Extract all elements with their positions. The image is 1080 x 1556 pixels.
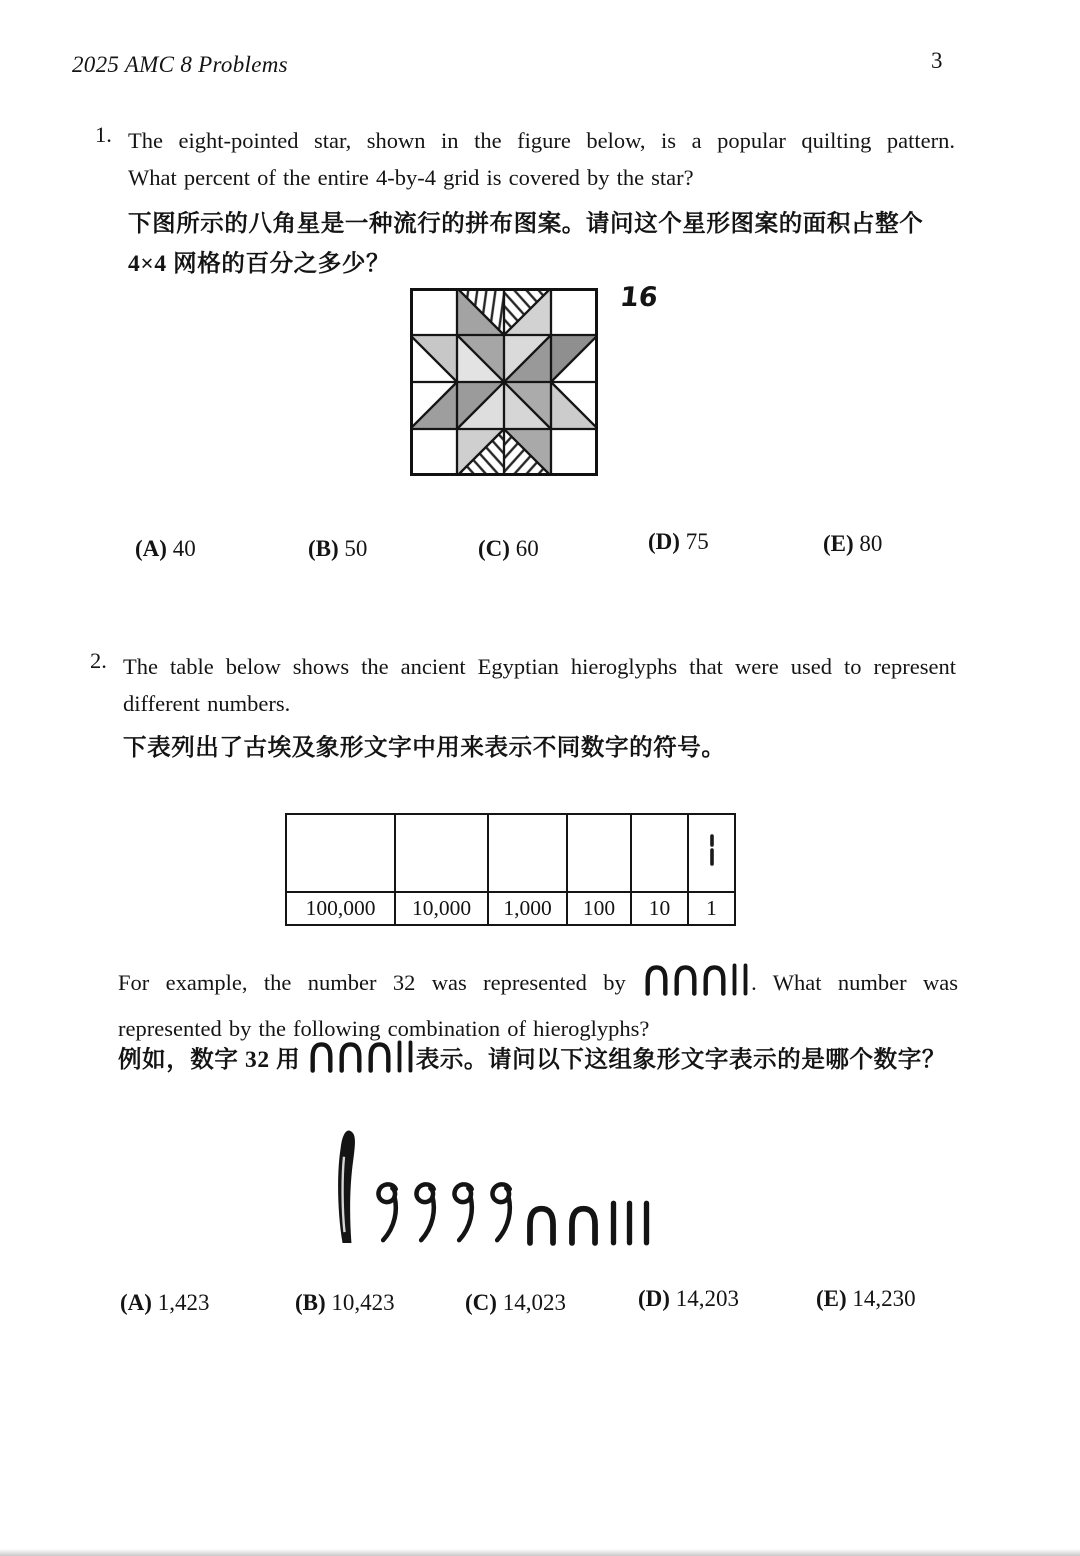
value-1: 1 bbox=[688, 892, 735, 925]
hieroglyph-100-coil-icon bbox=[484, 1179, 517, 1246]
hieroglyph-1-stroke-icon bbox=[641, 1200, 652, 1246]
choice-1e: (E) 80 bbox=[823, 531, 883, 556]
hieroglyph-100-coil-icon bbox=[408, 1179, 441, 1246]
hieroglyph-100-coil-icon bbox=[370, 1179, 403, 1246]
glyph-cell-1000 bbox=[488, 814, 567, 892]
value-100: 100 bbox=[567, 892, 631, 925]
choice-2c: (C) 14,023 bbox=[465, 1290, 566, 1315]
hieroglyph-glyph-row bbox=[286, 814, 735, 892]
choice-2b: (B) 10,423 bbox=[295, 1290, 395, 1315]
hieroglyph-1-stroke-icon bbox=[741, 963, 750, 996]
page-header-title: 2025 AMC 8 Problems bbox=[72, 52, 288, 77]
problem-2-choices bbox=[0, 1286, 1080, 1330]
value-1000: 1,000 bbox=[488, 892, 567, 925]
hieroglyph-combination-figure bbox=[326, 1126, 654, 1246]
value-10000: 10,000 bbox=[395, 892, 488, 925]
hieroglyph-1-stroke-icon bbox=[406, 1040, 415, 1073]
star-quilt-figure bbox=[410, 288, 598, 481]
page-number: 3 bbox=[931, 48, 943, 73]
problem-1 bbox=[95, 122, 955, 284]
problem-2 bbox=[90, 648, 956, 768]
hieroglyph-10000-finger-icon bbox=[329, 1127, 360, 1246]
problem-1-text-zh: 下图所示的八角星是一种流行的拼布图案。请问这个星形图案的面积占整个 4×4 网格的百分之多少？ bbox=[128, 211, 924, 277]
hieroglyph-1-stroke-icon bbox=[730, 963, 739, 996]
example-en-line2: represented by the following combination of hieroglyphs? bbox=[118, 1016, 650, 1041]
hieroglyph-1-stroke-icon bbox=[624, 1200, 635, 1246]
example-en-before: For example, the number 32 was represented by bbox=[118, 970, 626, 995]
scan-edge-shadow bbox=[0, 1549, 1080, 1556]
problem-1-text-en-line2: What percent of the entire 4-by-4 grid is covered by the star? bbox=[128, 165, 694, 190]
hieroglyph-value-row bbox=[286, 892, 735, 925]
hieroglyph-table bbox=[285, 813, 736, 926]
problem-2-number: 2. bbox=[90, 648, 107, 673]
hieroglyph-10-arch-icon bbox=[308, 1040, 335, 1073]
problem-1-text-en-line1: The eight-pointed star, shown in the figure below, is a popular quilting pattern. bbox=[128, 128, 955, 153]
problem-2-text-en-line2: different numbers. bbox=[123, 691, 291, 716]
example-paragraph-en bbox=[118, 962, 958, 1047]
hieroglyph-10-arch-icon bbox=[565, 1203, 602, 1246]
glyph-cell-10 bbox=[631, 814, 688, 892]
choice-2a: (A) 1,423 bbox=[120, 1290, 210, 1315]
choice-1d: (D) 75 bbox=[648, 529, 709, 554]
choice-1b: (B) 50 bbox=[308, 536, 368, 561]
glyph-cell-100 bbox=[567, 814, 631, 892]
value-100000: 100,000 bbox=[286, 892, 395, 925]
problem-2-text-en-line1: The table below shows the ancient Egyptian hieroglyphs that were used to represent bbox=[123, 654, 956, 679]
star-quilt-svg bbox=[410, 288, 598, 476]
problem-2-text-zh: 下表列出了古埃及象形文字中用来表示不同数字的符号。 bbox=[123, 735, 726, 761]
example-paragraph-zh bbox=[118, 1040, 978, 1086]
hieroglyph-10-arch-icon bbox=[672, 963, 699, 996]
hieroglyph-10-arch-icon bbox=[523, 1203, 560, 1246]
example-zh-after: 表示。请问以下这组象形文字表示的是哪个数字？ bbox=[415, 1047, 946, 1073]
example-zh-before: 例如，数字 32 用 bbox=[118, 1047, 301, 1073]
hieroglyph-1-stroke-icon bbox=[608, 1200, 619, 1246]
hieroglyph-10-arch-icon bbox=[337, 1040, 364, 1073]
hieroglyph-10-arch-icon bbox=[643, 963, 670, 996]
hieroglyph-10-arch-icon bbox=[366, 1040, 393, 1073]
hieroglyph-100-coil-icon bbox=[446, 1179, 479, 1246]
choice-2d: (D) 14,203 bbox=[638, 1286, 739, 1311]
glyph-cell-10000 bbox=[395, 814, 488, 892]
value-10: 10 bbox=[631, 892, 688, 925]
glyph-cell-1 bbox=[688, 814, 735, 892]
choice-1a: (A) 40 bbox=[135, 536, 196, 561]
example-hieroglyphs-32 bbox=[642, 963, 751, 1010]
hieroglyph-1-stroke-icon bbox=[395, 1040, 404, 1073]
hieroglyph-10-arch-icon bbox=[701, 963, 728, 996]
handwritten-annotation: 16 bbox=[618, 282, 660, 313]
glyph-cell-100000 bbox=[286, 814, 395, 892]
problem-1-choices bbox=[0, 529, 1080, 576]
example-en-mid: . What number was bbox=[751, 970, 959, 995]
choice-2e: (E) 14,230 bbox=[816, 1286, 916, 1311]
hieroglyph-1-stroke-icon bbox=[706, 833, 718, 867]
example-hieroglyphs-32-zh bbox=[307, 1040, 416, 1086]
problem-1-number: 1. bbox=[95, 122, 112, 147]
choice-1c: (C) 60 bbox=[478, 536, 539, 561]
